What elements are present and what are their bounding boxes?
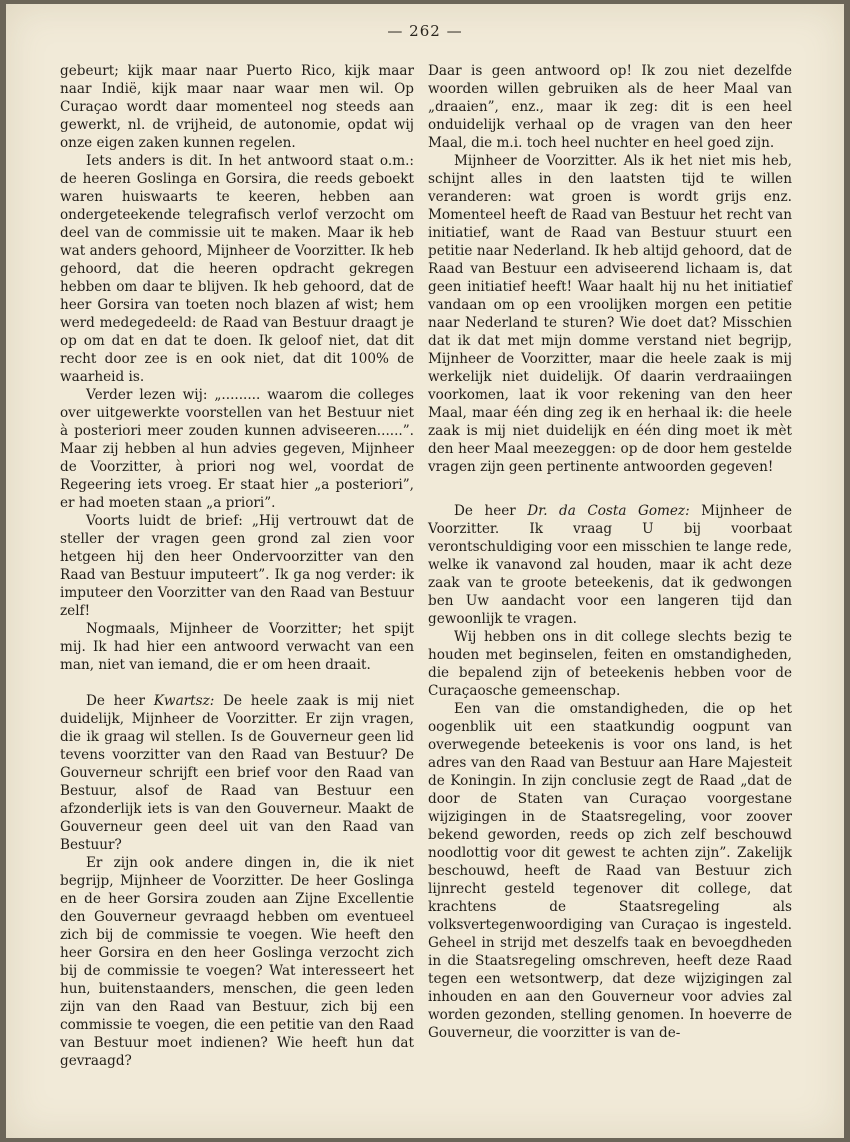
- paragraph: Nogmaals, Mijnheer de Voorzitter; het spijt mij. Ik had hier een antwoord verwacht van een man, niet van iemand, die er om heen draait.: [60, 621, 414, 673]
- page-number: — 262 —: [387, 22, 463, 40]
- paragraph: Een van die omstandigheden, die op het oogenblik uit een staatkundig oogpunt van overwegende beteekenis is voor ons land, is het adres van den Raad van Bestuur aan Hare Majesteit de Koningin. In zijn conclusie zegt de Raad „dat de door de Staten van Curaçao voorgestane wijzigingen in de Staatsregeling, voor zoover bekend geworden, reeds op zich zelf beschouwd noodlottig voor dit gewest te achten zijn”. Zakelijk beschouwd, heeft de Raad van Bestuur zich lijnrecht gesteld tegenover dit college, dat krachtens de Staatsregeling als volksvertegenwoordiging van Curaçao is ingesteld. Geheel in strijd met deszelfs taak en bevoegdheden in die Staatsregeling omschreven, heeft deze Raad tegen een wetsontwerp, dat deze wijzigingen zal inhouden en aan den Gouverneur voor advies zal worden gezonden, stelling genomen. In hoeverre de Gouverneur, die voorzitter is van de-: [428, 701, 792, 1041]
- paragraph: Wij hebben ons in dit college slechts bezig te houden met beginselen, feiten en omstandigheden, die bepalend zijn of beteekenis hebben voor de Curaçaosche gemeenschap.: [428, 629, 792, 699]
- speaker-prefix: De heer: [86, 693, 154, 709]
- right-column: [428, 62, 792, 1042]
- paragraph: Iets anders is dit. In het antwoord staat o.m.: de heeren Goslinga en Gorsira, die reeds geboekt waren huiswaarts te keeren, hebben aan ondergeteekende telegrafisch verlof verzocht om deel van de commissie uit te maken. Maar ik heb wat anders gehoord, Mijnheer de Voorzitter. Ik heb gehoord, dat die heeren opdracht gekregen hebben om daar te blijven. Ik heb gehoord, dat de heer Gorsira van toeten noch blazen af wist; hem werd medegedeeld: de Raad van Bestuur draagt je op om dat en dat te doen. Ik geloof niet, dat dit recht door zee is en ook niet, dat dit 100% de waarheid is.: [60, 153, 414, 385]
- paragraph: gebeurt; kijk maar naar Puerto Rico, kijk maar naar Indië, kijk maar naar waar men wil. Op Curaçao wordt daar momenteel nog steeds aan gewerkt, nl. de vrijheid, de autonomie, opdat wij onze eigen zaken kunnen regelen.: [60, 63, 414, 151]
- paragraph: Daar is geen antwoord op! Ik zou niet dezelfde woorden willen gebruiken als de heer Maal van „draaien”, enz., maar ik zeg: dit is een heel onduidelijk verhaal op de vragen van den heer Maal, die m.i. toch heel nuchter en heel goed zijn.: [428, 63, 792, 151]
- speaker-prefix: De heer: [454, 503, 528, 519]
- speaker-name: Dr. da Costa Gomez:: [527, 503, 690, 519]
- speech-text: De heele zaak is mij niet duidelijk, Mijnheer de Voorzitter. Er zijn vragen, die ik graag wil stellen. Is de Gouverneur geen lid tevens voorzitter van den Raad van Bestuur? De Gouverneur schrijft een brief voor den Raad van Bestuur, alsof de Raad van Bestuur een afzonderlijk iets is van den Gouverneur. Maakt de Gouverneur geen deel uit van den Raad van Bestuur?: [60, 693, 414, 853]
- paragraph: Er zijn ook andere dingen in, die ik niet begrijp, Mijnheer de Voorzitter. De heer Goslinga en de heer Gorsira zouden aan Zijne Excellentie den Gouverneur gevraagd hebben om eventueel zich bij de commissie te voegen. Wie heeft den heer Gorsira en den heer Goslinga verzocht zich bij de commissie te voegen? Wat interesseert het hun, buitenstaanders, menschen, die geen leden zijn van den Raad van Bestuur, zich bij een commissie te voegen, die een petitie van den Raad van Bestuur moet indienen? Wie heeft hun dat gevraagd?: [60, 855, 414, 1069]
- paragraph: Voorts luidt de brief: „Hij vertrouwt dat de steller der vragen geen grond zal zien voor hetgeen hij den heer Ondervoorzitter van den Raad van Bestuur imputeert”. Ik ga nog verder: ik imputeer den Voorzitter van den Raad van Bestuur zelf!: [60, 513, 414, 619]
- paragraph: Mijnheer de Voorzitter. Als ik het niet mis heb, schijnt alles in den laatsten tijd te willen veranderen: wat groen is wordt grijs enz. Momenteel heeft de Raad van Bestuur het recht van initiatief, want de Raad van Bestuur stuurt een petitie naar Nederland. Ik heb altijd gehoord, dat de Raad van Bestuur een adviseerend lichaam is, dat geen initiatief heeft! Waar haalt hij nu het initiatief vandaan om op een vroolijken morgen een petitie naar Nederland te sturen? Wie doet dat? Misschien dat ik dat met mijn domme verstand niet begrijp, Mijnheer de Voorzitter, maar die heele zaak is mij werkelijk niet duidelijk. Of daarin verdraaiingen voorkomen, laat ik voor rekening van den heer Maal, maar één ding zeg ik en herhaal ik: die heele zaak is mij niet duidelijk en één ding moet ik mèt den heer Maal meezeggen: op de door hem gestelde vragen zijn geen pertinente antwoorden gegeven!: [428, 153, 792, 475]
- speaker-name: Kwartsz:: [153, 693, 215, 709]
- speech-paragraph: [428, 502, 792, 628]
- paragraph: Verder lezen wij: „......... waarom die colleges over uitgewerkte voorstellen van het Bestuur niet à posteriori meer zouden kunnen adviseeren......”. Maar zij hebben al hun advies gegeven, Mijnheer de Voorzitter, à priori nog wel, voordat de Regeering iets vroeg. Er staat hier „a posteriori”, er had moeten staan „a priori”.: [60, 387, 414, 511]
- speech-paragraph: [60, 692, 414, 854]
- speech-text: Mijnheer de Voorzitter. Ik vraag U bij voorbaat verontschuldiging voor een misschien te lange rede, welke ik vanavond zal houden, maar ik acht deze zaak van te groote beteekenis, dat ik gedwongen ben Uw aandacht voor een langeren tijd dan gewoonlijk te vragen.: [428, 503, 793, 627]
- document-page: [6, 4, 844, 1138]
- left-column: [60, 62, 414, 1070]
